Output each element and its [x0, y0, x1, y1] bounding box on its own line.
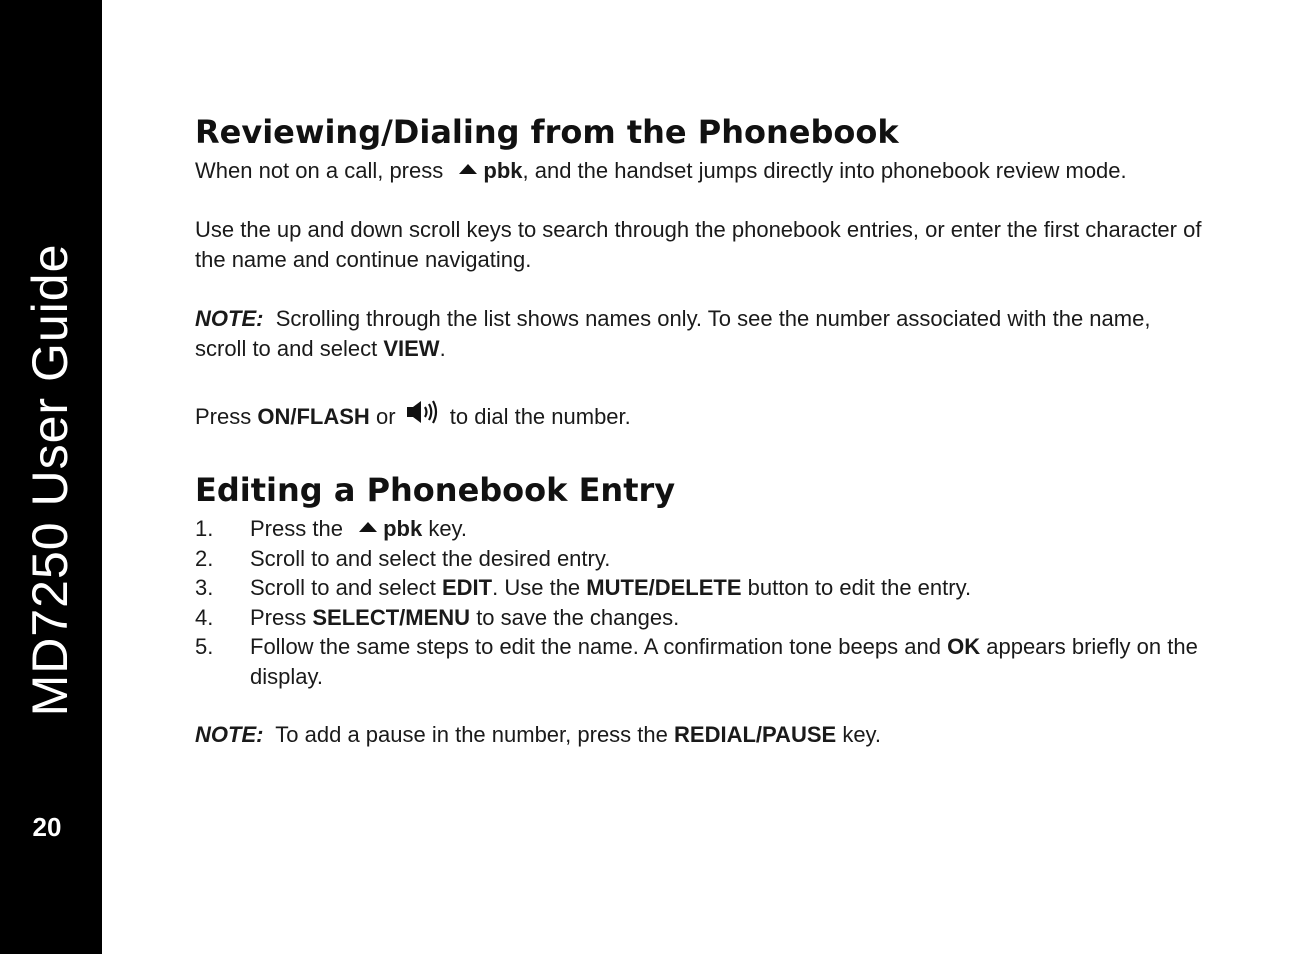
note-text: To add a pause in the number, press the: [275, 722, 668, 747]
key-label: MUTE/DELETE: [586, 575, 742, 600]
key-label: ON/FLASH: [257, 404, 370, 429]
sidebar-title: MD7250 User Guide: [22, 243, 78, 717]
paragraph-text: Press: [195, 404, 252, 429]
note-view: [195, 304, 1205, 364]
key-label: VIEW: [383, 336, 440, 361]
step-text: button to edit the entry.: [747, 575, 972, 600]
step-text: key.: [428, 516, 468, 541]
step-text: . Use the: [492, 575, 581, 600]
step-text: to save the changes.: [476, 604, 680, 630]
step-text: Press the: [250, 516, 343, 541]
key-label: REDIAL/PAUSE: [674, 722, 837, 747]
page-content: [195, 108, 1205, 750]
note-pause: [195, 720, 1205, 750]
key-label: OK: [947, 634, 981, 659]
note-label: NOTE:: [195, 306, 264, 331]
note-label: NOTE:: [195, 722, 264, 747]
paragraph-text: or: [375, 404, 396, 429]
paragraph-press-pbk: [195, 156, 1205, 186]
note-text: .: [439, 336, 446, 361]
up-arrow-icon: [459, 164, 477, 174]
list-item: [195, 544, 1205, 574]
list-item: [195, 514, 1205, 544]
key-label: pbk: [383, 516, 423, 541]
key-label: EDIT: [442, 575, 493, 600]
step-text: Scroll to and select: [250, 575, 436, 600]
key-label: SELECT/MENU: [312, 604, 471, 630]
paragraph-text: , and the handset jumps directly into phonebook review mode.: [522, 158, 1127, 183]
step-text: Scroll to and select the desired entry.: [250, 545, 611, 571]
note-text: key.: [842, 722, 882, 747]
step-text: Press: [250, 604, 307, 630]
step-number: 5.: [195, 634, 214, 659]
paragraph-scroll-keys: Use the up and down scroll keys to search through the phonebook entries, or enter the first character of the name and continue navigating.: [195, 217, 1202, 272]
step-text: Follow the same steps to edit the name. A confirmation tone beeps and: [250, 634, 941, 659]
up-arrow-icon: [359, 522, 377, 532]
section-heading-editing: Editing a Phonebook Entry: [195, 471, 676, 509]
key-label: pbk: [483, 158, 523, 183]
list-item: [195, 632, 1205, 691]
list-item: [195, 603, 1205, 633]
paragraph-text: to dial the number.: [449, 404, 631, 429]
list-item: [195, 573, 1205, 603]
step-number: 3.: [195, 575, 214, 600]
section-heading-reviewing: Reviewing/Dialing from the Phonebook: [195, 113, 899, 151]
paragraph-text: When not on a call, press: [195, 158, 444, 183]
step-number: 2.: [195, 545, 214, 571]
steps-list: [195, 514, 1205, 691]
sidebar: [0, 0, 102, 954]
paragraph-dial: [195, 398, 1205, 434]
speakerphone-icon: [406, 398, 440, 434]
note-text: Scrolling through the list shows names only. To see the number associated with the name, scroll to and select: [195, 306, 1151, 361]
step-number: 1.: [195, 516, 214, 541]
step-number: 4.: [195, 604, 214, 630]
page-number: 20: [32, 812, 62, 842]
step-text: appears briefly on the display.: [250, 634, 1198, 689]
